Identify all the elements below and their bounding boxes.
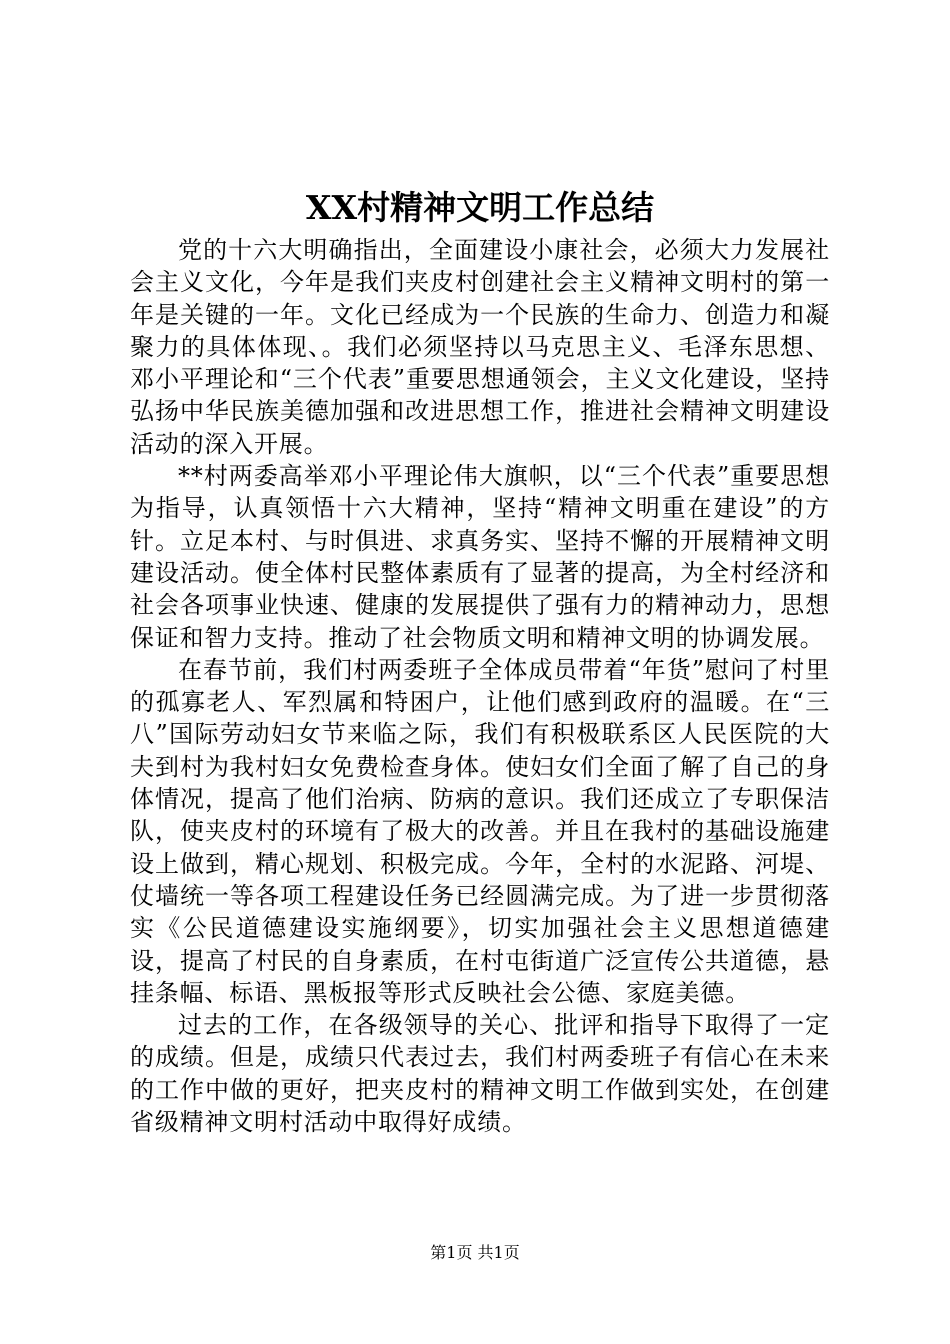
paragraph-3: 在春节前，我们村两委班子全体成员带着“年货”慰问了村里的孤寡老人、军烈属和特困户，让他们感到政府的温暖。在“三八”国际劳动妇女节来临之际，我们有积极联系区人民医院的大夫到村为我村妇女免费检查身体。使妇女们全面了解了自己的身体情况，提高了他们治病、防病的意识。我们还成立了专职保洁队，使夹皮村的环境有了极大的改善。并且在我村的基础设施建设上做到，精心规划、积极完成。今年，全村的水泥路、河堤、仗墙统一等各项工程建设任务已经圆满完成。为了进一步贯彻落实《公民道德建设实施纲要》，切实加强社会主义思想道德建设，提高了村民的自身素质，在村屯街道广泛宣传公共道德，悬挂条幅、标语、黑板报等形式反映社会公德、家庭美德。: [130, 655, 830, 1007]
paragraph-2: **村两委高举邓小平理论伟大旗帜，以“三个代表”重要思想为指导，认真领悟十六大精神，坚持“精神文明重在建设”的方针。立足本村、与时俱进、求真务实、坚持不懈的开展精神文明建设活动。使全体村民整体素质有了显著的提高，为全村经济和社会各项事业快速、健康的发展提供了强有力的精神动力，思想保证和智力支持。推动了社会物质文明和精神文明的协调发展。: [130, 462, 830, 652]
paragraph-4: 过去的工作，在各级领导的关心、批评和指导下取得了一定的成绩。但是，成绩只代表过去，我们村两委班子有信心在未来的工作中做的更好，把夹皮村的精神文明工作做到实处，在创建省级精神文明村活动中取得好成绩。: [130, 1011, 830, 1137]
document-title: XX村精神文明工作总结: [305, 188, 655, 227]
paragraph-1: 党的十六大明确指出，全面建设小康社会，必须大力发展社会主义文化，今年是我们夹皮村创建社会主义精神文明村的第一年是关键的一年。文化已经成为一个民族的生命力、创造力和凝聚力的具体体现、。我们必须坚持以马克思主义、毛泽东思想、邓小平理论和“三个代表”重要思想通领会，主义文化建设，坚持弘扬中华民族美德加强和改进思想工作，推进社会精神文明建设活动的深入开展。: [130, 236, 830, 458]
document-body: [130, 234, 830, 1138]
page-number-footer: 第1页 共1页: [430, 1243, 520, 1262]
